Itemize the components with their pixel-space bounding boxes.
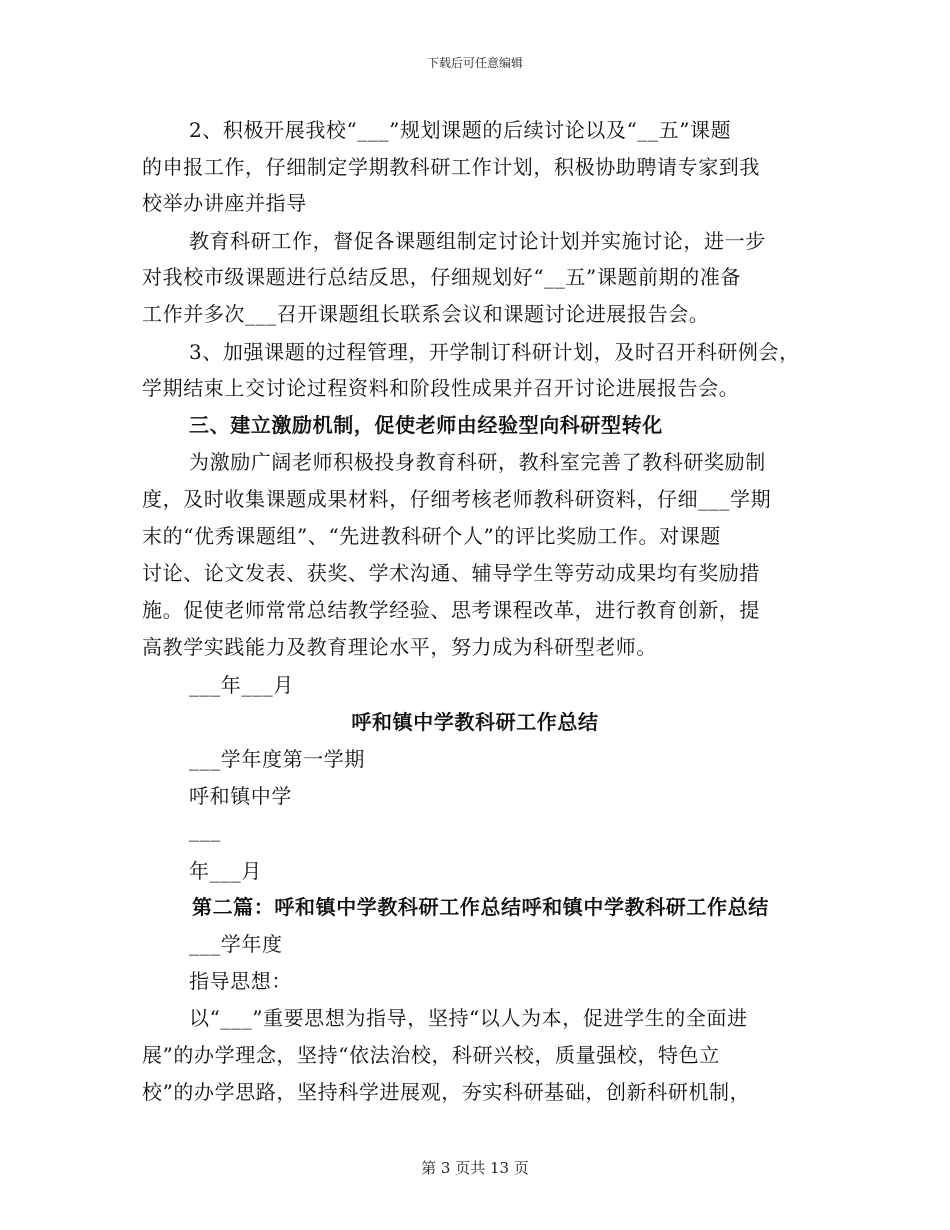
body-line: 2、积极开展我校“___”规划课题的后续讨论以及“__五”课题: [189, 118, 732, 142]
body-line: 施。促使老师常常总结教学经验、思考课程改革，进行教育创新，提: [142, 598, 760, 622]
body-line: 高教学实践能力及教育理论水平，努力成为科研型老师。: [142, 635, 657, 659]
date-line: ___年___月: [189, 673, 294, 697]
body-line: ___学年度第一学期: [189, 747, 365, 771]
body-line: 展”的办学理念，坚持“依法治校，科研兴校，质量强校，特色立: [142, 1043, 720, 1067]
body-line: 对我校市级课题进行总结反思，仔细规划好“__五”课题前期的准备: [142, 265, 742, 289]
date-line: 年___月: [189, 859, 262, 883]
body-line: 讨论、论文发表、获奖、学术沟通、辅导学生等劳动成果均有奖励措: [142, 561, 760, 585]
body-line: 为激励广阔老师积极投身教育科研，教科室完善了教科研奖励制: [189, 450, 766, 474]
page-header: 下载后可任意编辑: [426, 56, 523, 70]
body-line: 3、加强课题的过程管理，开学制订科研计划，及时召开科研例会，: [189, 340, 800, 364]
body-line: 教育科研工作，督促各课题组制定讨论计划并实施讨论，进一步: [189, 229, 766, 253]
page-number: 第 3 页共 13 页: [421, 1159, 529, 1177]
section-heading: 三、建立激励机制，促使老师由经验型向科研型转化: [189, 413, 663, 437]
body-line: 工作并多次___召开课题组长联系会议和课题讨论进展报告会。: [142, 302, 710, 326]
body-line: 学期结束上交讨论过程资料和阶段性成果并召开讨论进展报告会。: [142, 376, 740, 400]
body-line: 校”的办学思路，坚持科学进展观，夯实科研基础，创新科研机制，: [142, 1080, 751, 1104]
chapter-title: 第二篇：呼和镇中学教科研工作总结呼和镇中学教科研工作总结: [192, 895, 769, 919]
body-line: 以“___”重要思想为指导，坚持“以人为本，促进学生的全面进: [189, 1006, 748, 1030]
body-line: ___: [189, 818, 221, 842]
body-line: 的申报工作，仔细制定学期教科研工作计划，积极协助聘请专家到我: [142, 155, 760, 179]
body-line: 度，及时收集课题成果材料，仔细考核老师教科研资料，仔细___学期: [142, 487, 772, 511]
document-title: 呼和镇中学教科研工作总结: [351, 710, 599, 734]
body-line: 呼和镇中学: [189, 784, 292, 808]
body-line: 指导思想：: [189, 969, 292, 993]
body-line: 校举办讲座并指导: [142, 191, 307, 215]
body-line: 末的“优秀课题组”、“先进教科研个人”的评比奖励工作。对课题: [142, 524, 721, 548]
body-line: ___学年度: [189, 932, 283, 956]
